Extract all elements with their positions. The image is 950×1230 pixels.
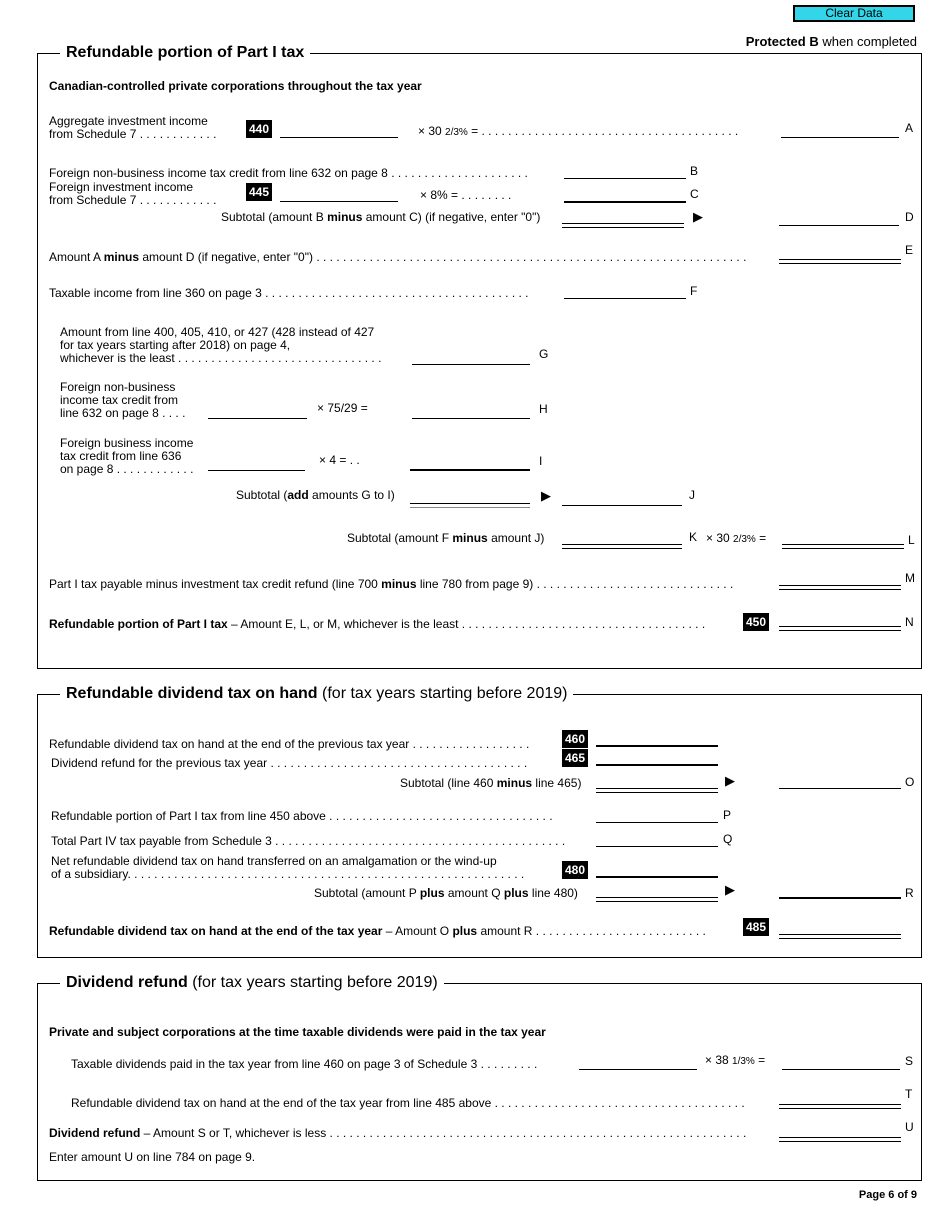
section1-subheading: Canadian-controlled private corporations throughout the tax year [49, 79, 422, 93]
subtotal-r-post1: amount Q [444, 886, 504, 900]
taxable-income-label: Taxable income from line 360 on page 3 . . . . . . . . . . . . . . . . . . . . . . . . . . . . . . . . . . . . . . . . [49, 286, 529, 300]
letter-c: C [690, 187, 699, 201]
line-code-485: 485 [743, 918, 769, 936]
clear-data-button[interactable]: Clear Data [793, 5, 915, 22]
field-a[interactable] [781, 137, 899, 138]
field-460[interactable] [596, 745, 718, 747]
letter-d: D [905, 210, 914, 224]
rdtoh-end-previous-label: Refundable dividend tax on hand at the end of the previous tax year . . . . . . . . . . . . . . . . . . [49, 737, 530, 751]
protected-b-bold: Protected B [745, 34, 819, 49]
subtotal-d-label [221, 211, 540, 224]
field-485[interactable] [779, 934, 901, 939]
letter-h: H [539, 402, 548, 416]
rdtoh-end-post: amount R . . . . . . . . . . . . . . . . . . . . . . . . . . [477, 924, 706, 938]
multiplier-a [418, 125, 738, 139]
subtotal-r-bold: plus [419, 886, 445, 900]
subtotal-k-post: amount J) [487, 531, 545, 545]
subtotal-j-bold: add [287, 488, 309, 502]
line-code-480: 480 [562, 861, 588, 879]
line-code-465: 465 [562, 749, 588, 767]
letter-l: L [908, 533, 915, 547]
field-d[interactable] [779, 225, 899, 226]
field-b[interactable] [564, 178, 686, 179]
dividend-refund-u-post: – Amount S or T, whichever is less . . . . . . . . . . . . . . . . . . . . . . . . . . . . . . . . . . . . . . . . . . . . . . . . . . . . . . . . . . . . . . . [140, 1126, 747, 1140]
page-number: Page 6 of 9 [858, 1189, 917, 1201]
letter-m: M [905, 571, 915, 585]
part4-tax-label: Total Part IV tax payable from Schedule 3 . . . . . . . . . . . . . . . . . . . . . . . . . . . . . . . . . . . . . . . . . . . . [51, 834, 566, 848]
letter-t: T [905, 1087, 913, 1101]
subtotal-k-bold: minus [452, 531, 488, 545]
letter-g: G [539, 347, 549, 361]
subtotal-o-bold: minus [496, 776, 533, 790]
multiplier-l-prefix: × 30 [706, 531, 734, 545]
arrow-right-icon: ▶ [541, 488, 551, 503]
letter-u: U [905, 1120, 914, 1134]
subtotal-r-label [314, 887, 578, 900]
multiplier-l-fraction: 2/3% [733, 534, 756, 545]
field-440[interactable] [280, 137, 398, 138]
multiplier-s-prefix: × 38 [705, 1053, 733, 1067]
foreign-non-business-credit-label: Foreign non-business income tax credit from line 632 on page 8 . . . . . . . . . . . . . . . . . . . . . [49, 166, 528, 180]
foreign-nb-h-label: Foreign non-business income tax credit from line 632 on page 8 . . . . [60, 380, 186, 420]
field-p[interactable] [596, 822, 718, 823]
multiplier-a-suffix: = . . . . . . . . . . . . . . . . . . . . . . . . . . . . . . . . . . . . . . . [467, 124, 739, 138]
multiplier-s-suffix: = [754, 1053, 766, 1067]
letter-a: A [905, 121, 914, 135]
amount-e-bold: minus [103, 250, 140, 264]
field-q[interactable] [596, 846, 718, 847]
line-code-440: 440 [246, 120, 272, 138]
aggregate-investment-income-label: Aggregate investment income from Schedule 7 . . . . . . . . . . . . [49, 114, 217, 141]
amount-g-label: Amount from line 400, 405, 410, or 427 (428 instead of 427 for tax years starting after 2018) on page 4, whichever is the least . . . . . . . . . . . . . . . . . . . . . . . . . . . . . . . [60, 325, 382, 365]
subtotal-j-post: amounts G to I) [308, 488, 395, 502]
letter-p: P [723, 808, 732, 822]
field-k[interactable] [562, 544, 682, 549]
amount-e-label [49, 251, 746, 264]
rdtoh-end-bold2: plus [452, 924, 478, 938]
foreign-investment-income-label: Foreign investment income from Schedule 7 . . . . . . . . . . . . [49, 180, 217, 207]
subtotal-r-pre: Subtotal (amount P [314, 886, 420, 900]
subtotal-o-post: line 465) [532, 776, 582, 790]
part1-m-pre: Part I tax payable minus investment tax credit refund (line 700 [49, 577, 382, 591]
field-r[interactable] [779, 897, 901, 899]
field-465[interactable] [596, 764, 718, 766]
letter-i: I [539, 454, 543, 468]
line-code-445: 445 [246, 183, 272, 201]
section2-title-bold: Refundable dividend tax on hand [66, 685, 318, 702]
section3-title-bold: Dividend refund [66, 974, 188, 991]
field-f[interactable] [564, 298, 686, 299]
subtotal-k-label [347, 532, 544, 545]
letter-k: K [689, 530, 698, 544]
multiplier-s [705, 1054, 765, 1068]
protected-b-rest: when completed [818, 34, 917, 49]
letter-r: R [905, 886, 914, 900]
field-j[interactable] [562, 505, 682, 506]
subtotal-d-post: amount C) (if negative, enter "0") [362, 210, 541, 224]
dividend-refund-u-label [49, 1127, 746, 1140]
field-s[interactable] [782, 1069, 900, 1070]
refundable-part1-from-450-label: Refundable portion of Part I tax from line 450 above . . . . . . . . . . . . . . . . . . . . . . . . . . . . . . . . . . [51, 809, 553, 823]
letter-s: S [905, 1054, 914, 1068]
arrow-right-icon: ▶ [725, 773, 735, 788]
arrow-right-icon: ▶ [725, 882, 735, 897]
refund-n-post: – Amount E, L, or M, whichever is the least . . . . . . . . . . . . . . . . . . . . . . . . . . . . . . . . . . . . . [227, 617, 706, 631]
multiplier-l [706, 532, 766, 546]
multiplier-l-suffix: = [755, 531, 767, 545]
subtotal-o-pre: Subtotal (line 460 [400, 776, 497, 790]
subtotal-d-pre: Subtotal (amount B [221, 210, 328, 224]
field-m[interactable] [779, 585, 901, 590]
field-c[interactable] [564, 201, 686, 203]
multiplier-s-fraction: 1/3% [732, 1056, 755, 1067]
subtotal-o-inner-field[interactable] [596, 788, 718, 793]
line-code-450: 450 [743, 613, 769, 631]
section1-title: Refundable portion of Part I tax [60, 43, 310, 63]
dividend-refund-u-bold: Dividend refund [49, 1126, 141, 1140]
field-u[interactable] [779, 1137, 901, 1142]
dividend-refund-previous-label: Dividend refund for the previous tax year . . . . . . . . . . . . . . . . . . . . . . . . . . . . . . . . . . . . . . . [51, 756, 528, 770]
part1-m-post: line 780 from page 9) . . . . . . . . . . . . . . . . . . . . . . . . . . . . . . [416, 577, 734, 591]
subtotal-k-pre: Subtotal (amount F [347, 531, 453, 545]
multiplier-a-fraction: 2/3% [445, 127, 468, 138]
field-h-input[interactable] [208, 418, 307, 419]
letter-j: J [689, 488, 695, 502]
field-taxable-dividends[interactable] [579, 1069, 697, 1070]
part1-m-bold: minus [381, 577, 417, 591]
multiplier-c: × 8% = . . . . . . . . [420, 188, 512, 202]
amount-e-post: amount D (if negative, enter "0") . . . . . . . . . . . . . . . . . . . . . . . . . . . . . . . . . . . . . . . . . . . . . . . . . . . . . . . . . . . . . . . . . [139, 250, 747, 264]
section3-title-rest: (for tax years starting before 2019) [187, 974, 438, 991]
subtotal-j-inner-field[interactable] [410, 503, 530, 508]
section3-title [60, 973, 444, 993]
subtotal-d-bold: minus [327, 210, 363, 224]
line-code-460: 460 [562, 730, 588, 748]
taxable-dividends-label: Taxable dividends paid in the tax year from line 460 on page 3 of Schedule 3 . . . . . . . . . [71, 1057, 538, 1071]
foreign-business-i-label: Foreign business income tax credit from line 636 on page 8 . . . . . . . . . . . . [60, 436, 194, 476]
protected-b-label [746, 35, 917, 48]
rdtoh-end-tax-year-label [49, 925, 706, 938]
field-t[interactable] [779, 1104, 901, 1109]
subtotal-j-pre: Subtotal ( [236, 488, 288, 502]
letter-f: F [690, 284, 698, 298]
subtotal-r-inner-field[interactable] [596, 897, 718, 902]
refundable-part1-n-label [49, 618, 705, 631]
subtotal-r-post2: line 480) [528, 886, 578, 900]
subtotal-o-label [400, 777, 581, 790]
field-h[interactable] [412, 418, 530, 419]
net-rdtoh-transferred-label: Net refundable dividend tax on hand transferred on an amalgamation or the wind-up of a subsidiary. . . . . . . . . . . . . . . . . . . . . . . . . . . . . . . . . . . . . . . . . . . . . . . . . . . . . . . . . . . . [51, 854, 525, 881]
subtotal-j-label [236, 489, 395, 502]
field-l[interactable] [782, 544, 904, 549]
section2-title [60, 684, 573, 704]
letter-o: O [905, 775, 915, 789]
amount-e-pre: Amount A [49, 250, 104, 264]
multiplier-a-prefix: × 30 [418, 124, 446, 138]
field-450[interactable] [779, 626, 901, 631]
rdtoh-end-bold: Refundable dividend tax on hand at the end of the tax year [49, 924, 383, 938]
subtotal-d-inner-field[interactable] [562, 223, 684, 228]
letter-e: E [905, 243, 914, 257]
letter-b: B [690, 164, 699, 178]
rdtoh-end-pre: – Amount O [382, 924, 453, 938]
arrow-right-icon: ▶ [693, 209, 703, 224]
rdtoh-t-label: Refundable dividend tax on hand at the end of the tax year from line 485 above . . . . . . . . . . . . . . . . . . . . . . . . . . . . . . . . . . . . . . [71, 1096, 745, 1110]
field-i[interactable] [410, 469, 530, 471]
letter-q: Q [723, 832, 733, 846]
field-445[interactable] [280, 201, 398, 202]
part1-m-label [49, 578, 733, 591]
letter-n: N [905, 615, 914, 629]
section2-title-rest: (for tax years starting before 2019) [317, 685, 568, 702]
section-rdtoh [37, 694, 922, 958]
subtotal-r-bold2: plus [503, 886, 529, 900]
multiplier-h: × 75/29 = [317, 401, 368, 415]
enter-amount-u-note: Enter amount U on line 784 on page 9. [49, 1150, 256, 1164]
field-o[interactable] [779, 788, 901, 789]
section3-subheading: Private and subject corporations at the time taxable dividends were paid in the tax year [49, 1025, 546, 1039]
refund-n-bold: Refundable portion of Part I tax [49, 617, 228, 631]
multiplier-i: × 4 = . . [319, 453, 360, 467]
field-g[interactable] [412, 364, 530, 365]
field-e[interactable] [779, 259, 901, 264]
field-480[interactable] [596, 876, 718, 878]
field-i-input[interactable] [208, 470, 305, 471]
